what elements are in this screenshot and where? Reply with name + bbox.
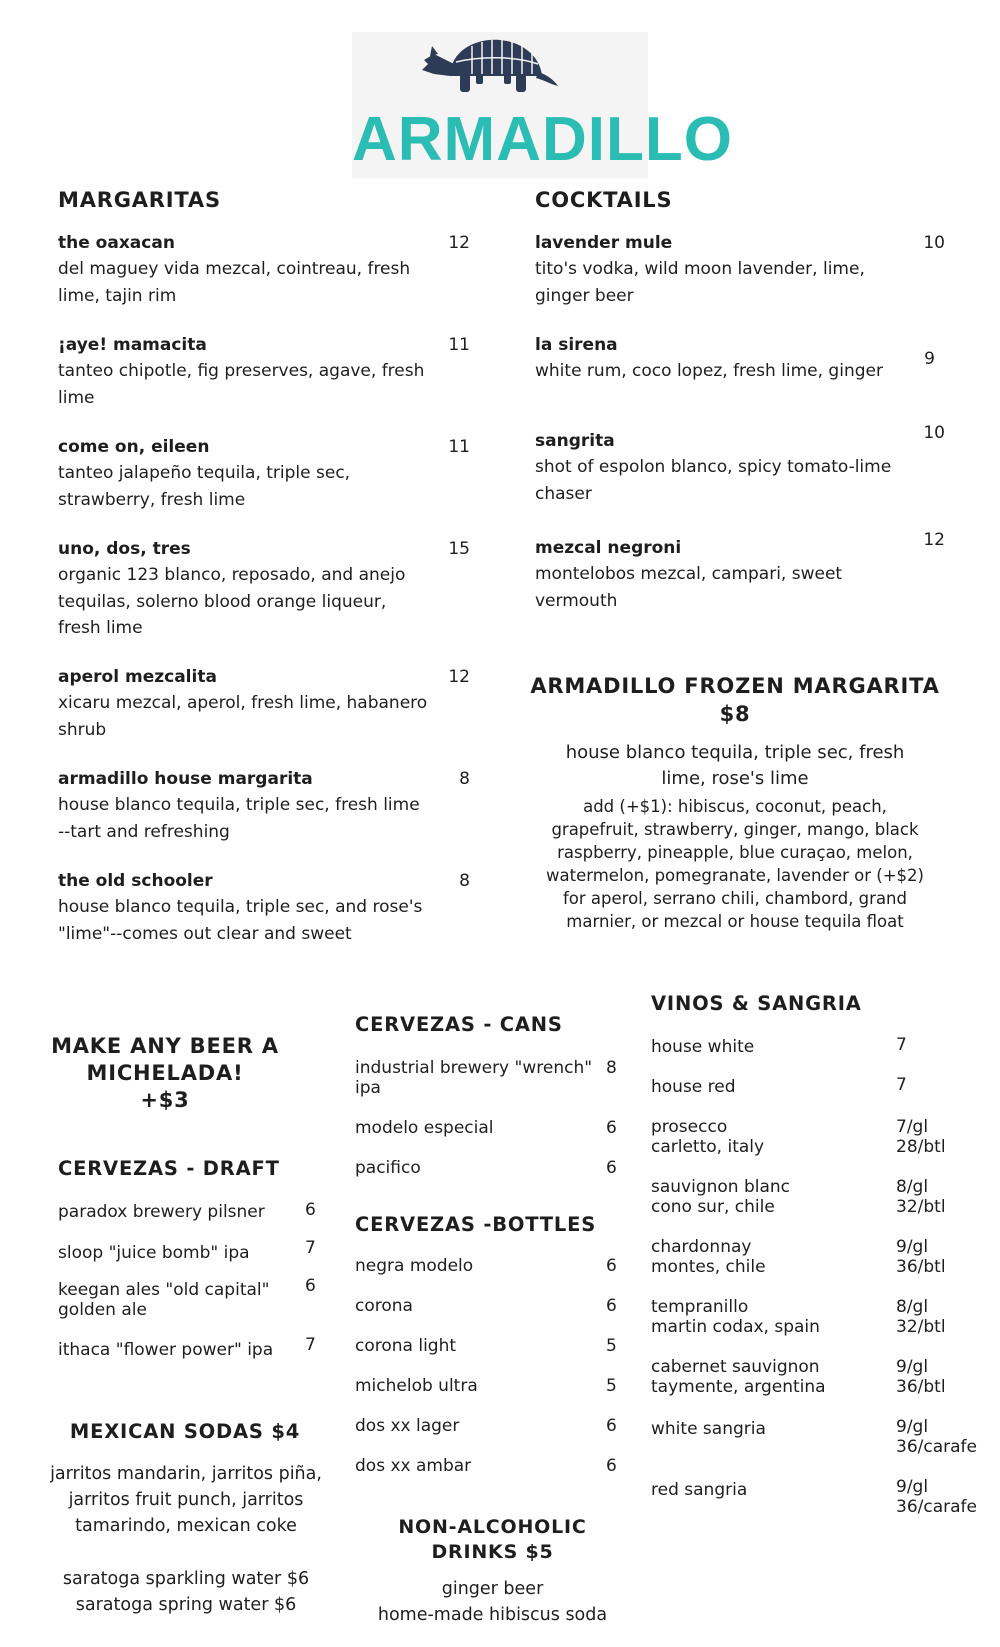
- item-price: 8/gl 32/btl: [896, 1297, 946, 1337]
- item-price: 6: [305, 1200, 316, 1220]
- margaritas-title: MARGARITAS: [58, 188, 221, 212]
- margarita-item: the oaxacan del maguey vida mezcal, cointreau, fresh lime, tajin rim: [58, 233, 411, 306]
- nonalc-item: ginger beer: [441, 1579, 544, 1599]
- cocktail-item: sangrita shot of espolon blanco, spicy tomato-lime chaser: [535, 431, 892, 504]
- item-price: 7: [305, 1238, 316, 1258]
- bottle-item: corona light: [355, 1336, 457, 1356]
- item-price: 6: [606, 1158, 617, 1178]
- margarita-item: ¡aye! mamacita tanteo chipotle, fig preserves, agave, fresh lime: [58, 335, 425, 408]
- bottle-item: dos xx lager: [355, 1416, 460, 1436]
- frozen-description: house blanco tequila, triple sec, fresh lime, rose's lime: [565, 742, 905, 789]
- item-price: 6: [606, 1118, 617, 1138]
- frozen-addons: add (+$1): hibiscus, coconut, peach, grapefruit, strawberry, ginger, mango, black raspberry, pineapple, blue curaçao, melon, watermelon, pomegranate, lavender or (+$2) for aperol, serrano chili, chambord, grand marnier, or mezcal or house tequila float: [546, 797, 924, 931]
- item-price: 9/gl 36/carafe: [896, 1477, 977, 1517]
- item-price: 7/gl 28/btl: [896, 1117, 946, 1157]
- cocktails-title: COCKTAILS: [535, 188, 673, 212]
- cans-title: CERVEZAS - CANS: [355, 1013, 563, 1036]
- cocktail-item: la sirena white rum, coco lopez, fresh lime, ginger: [535, 335, 883, 381]
- item-price: 9: [924, 349, 935, 369]
- item-price: 7: [896, 1035, 907, 1055]
- cocktail-item: lavender mule tito's vodka, wild moon lavender, lime, ginger beer: [535, 233, 865, 306]
- armadillo-icon: [420, 34, 560, 98]
- nonalc-item: home-made hibiscus soda: [377, 1605, 608, 1625]
- wine-item: house red: [651, 1077, 736, 1097]
- bottle-item: dos xx ambar: [355, 1456, 472, 1476]
- margarita-item: uno, dos, tres organic 123 blanco, reposado, and anejo tequilas, solerno blood orange liqueur, fresh lime: [58, 539, 406, 638]
- item-price: 9/gl 36/carafe: [896, 1417, 977, 1457]
- draft-title: CERVEZAS - DRAFT: [58, 1157, 280, 1180]
- sodas-list: jarritos mandarin, jarritos piña, jarritos fruit punch, jarritos tamarindo, mexican coke: [50, 1464, 322, 1536]
- item-price: 15: [448, 539, 470, 559]
- item-price: 5: [606, 1376, 617, 1396]
- wine-item: prosecco carletto, italy: [651, 1117, 765, 1157]
- draft-item: ithaca "flower power" ipa: [58, 1340, 274, 1360]
- bottle-item: michelob ultra: [355, 1376, 478, 1396]
- draft-item: sloop "juice bomb" ipa: [58, 1243, 250, 1263]
- soda-item: saratoga sparkling water $6: [62, 1569, 310, 1589]
- can-item: pacifico: [355, 1158, 421, 1178]
- item-price: 8: [606, 1058, 617, 1078]
- wine-item: house white: [651, 1037, 755, 1057]
- bottle-item: corona: [355, 1296, 413, 1316]
- item-price: 6: [606, 1256, 617, 1276]
- bottle-item: negra modelo: [355, 1256, 474, 1276]
- margarita-item: come on, eileen tanteo jalapeño tequila, triple sec, strawberry, fresh lime: [58, 437, 351, 510]
- item-price: 7: [896, 1075, 907, 1095]
- margarita-item: aperol mezcalita xicaru mezcal, aperol, fresh lime, habanero shrub: [58, 667, 428, 740]
- item-price: 11: [448, 437, 470, 457]
- can-item: modelo especial: [355, 1118, 494, 1138]
- michelada-promo: MAKE ANY BEER A MICHELADA! +$3: [51, 1034, 279, 1112]
- wine-item: white sangria: [651, 1419, 766, 1439]
- item-price: 9/gl 36/btl: [896, 1357, 946, 1397]
- item-price: 11: [448, 335, 470, 355]
- item-price: 8: [459, 769, 470, 789]
- sodas-title: MEXICAN SODAS $4: [69, 1420, 301, 1443]
- item-price: 6: [606, 1296, 617, 1316]
- nonalc-title: NON-ALCOHOLIC DRINKS $5: [398, 1516, 587, 1563]
- item-price: 7: [305, 1335, 316, 1355]
- soda-item: saratoga spring water $6: [75, 1595, 297, 1615]
- brand-name: ARMADILLO: [352, 105, 733, 174]
- bottles-title: CERVEZAS -BOTTLES: [355, 1213, 597, 1236]
- margarita-item: the old schooler house blanco tequila, triple sec, and rose's "lime"--comes out clear and sweet: [58, 871, 423, 944]
- wine-item: chardonnay montes, chile: [651, 1237, 766, 1277]
- frozen-title: ARMADILLO FROZEN MARGARITA $8: [530, 674, 940, 726]
- can-item: industrial brewery "wrench" ipa: [355, 1058, 593, 1098]
- item-price: 6: [305, 1276, 316, 1296]
- cocktail-item: mezcal negroni montelobos mezcal, campari, sweet vermouth: [535, 538, 843, 611]
- item-price: 8: [459, 871, 470, 891]
- item-price: 12: [448, 667, 470, 687]
- wine-item: tempranillo martin codax, spain: [651, 1297, 820, 1337]
- wine-item: sauvignon blanc cono sur, chile: [651, 1177, 791, 1217]
- item-price: 5: [606, 1336, 617, 1356]
- draft-item: paradox brewery pilsner: [58, 1202, 265, 1222]
- draft-item: keegan ales "old capital" golden ale: [58, 1280, 270, 1320]
- item-price: 10: [923, 423, 945, 443]
- item-price: 10: [923, 233, 945, 253]
- vinos-title: VINOS & SANGRIA: [651, 992, 862, 1015]
- item-price: 8/gl 32/btl: [896, 1177, 946, 1217]
- item-price: 6: [606, 1456, 617, 1476]
- wine-item: cabernet sauvignon taymente, argentina: [651, 1357, 826, 1397]
- wine-item: red sangria: [651, 1480, 748, 1500]
- item-price: 9/gl 36/btl: [896, 1237, 946, 1277]
- item-price: 12: [923, 530, 945, 550]
- item-price: 6: [606, 1416, 617, 1436]
- item-price: 12: [448, 233, 470, 253]
- margarita-item: armadillo house margarita house blanco tequila, triple sec, fresh lime --tart and refreshing: [58, 769, 420, 842]
